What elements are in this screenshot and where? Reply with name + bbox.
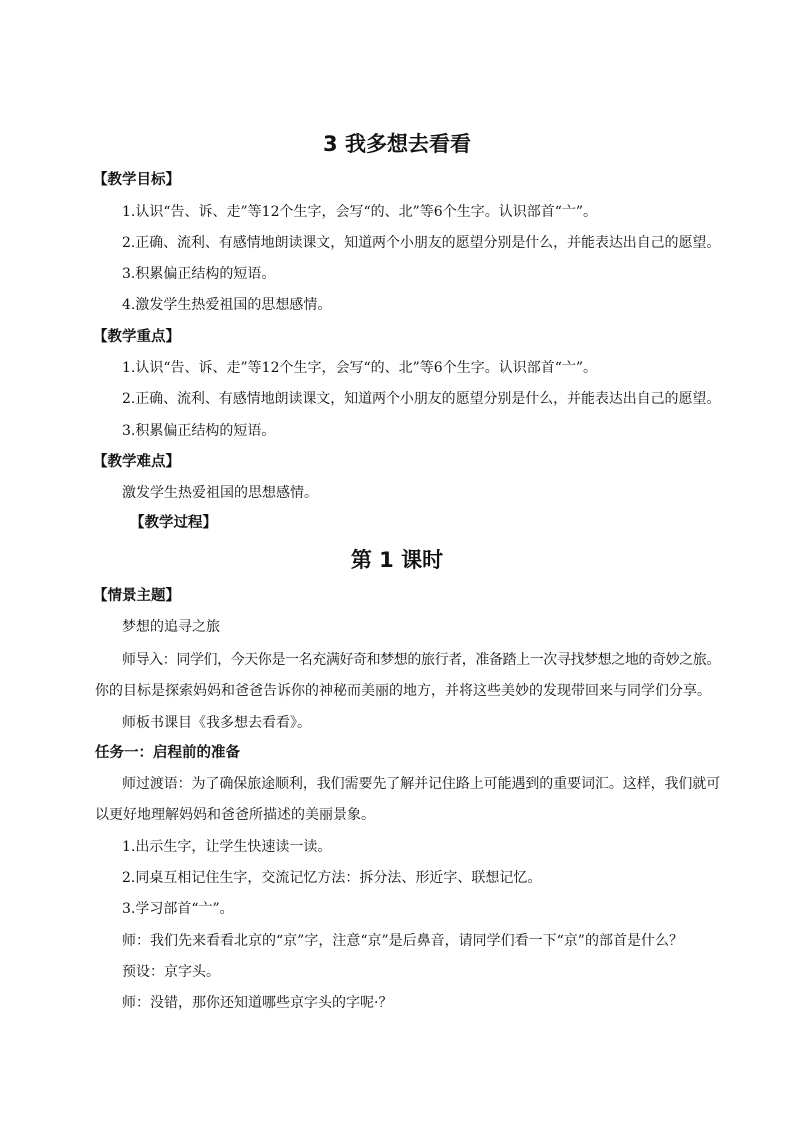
objective-item: 3.积累偏正结构的短语。 xyxy=(122,266,276,282)
objective-item: 4.激发学生热爱祖国的思想感情。 xyxy=(122,297,332,313)
key-point-item: 3.积累偏正结构的短语。 xyxy=(122,423,276,439)
scenario-intro: 师导入：同学们，今天你是一名充满好奇和梦想的旅行者，准备踏上一次寻找梦想之地的奇妙之旅。 xyxy=(122,652,720,668)
objectives-heading: 【教学目标】 xyxy=(93,172,180,188)
task1-step: 3.学习部首“亠”。 xyxy=(122,901,234,917)
page-title: 3 我多想去看看 xyxy=(323,132,471,156)
task1-dialogue: 师：没错，那你还知道哪些京字头的字呢·？ xyxy=(122,995,393,1011)
task1-transition: 师过渡语：为了确保旅途顺利，我们需要先了解并记住路上可能遇到的重要词汇。这样，我们就可 xyxy=(122,776,721,792)
scenario-heading: 【情景主题】 xyxy=(93,588,180,604)
task1-dialogue: 师：我们先来看看北京的“京”字，注意“京”是后鼻音，请同学们看一下“京”的部首是什么？ xyxy=(122,933,683,949)
objective-item: 1.认识“告、诉、走”等12个生字，会写“的、北”等6个生字。认识部首“亠”。 xyxy=(122,204,598,220)
task1-transition-continued: 以更好地理解妈妈和爸爸所描述的美丽景象。 xyxy=(95,807,375,823)
scenario-intro-continued: 你的目标是探索妈妈和爸爸告诉你的神秘而美丽的地方，并将这些美妙的发现带回来与同学们分享。 xyxy=(95,683,711,699)
task1-step: 1.出示生字，让学生快速读一读。 xyxy=(122,839,332,855)
task1-heading: 任务一：启程前的准备 xyxy=(95,745,240,761)
objective-item: 2.正确、流利、有感情地朗读课文，知道两个小朋友的愿望分别是什么，并能表达出自己的愿望。 xyxy=(122,235,721,251)
key-points-heading: 【教学重点】 xyxy=(93,329,180,345)
lesson-title: 第 1 课时 xyxy=(350,548,444,572)
key-point-item: 1.认识“告、诉、走”等12个生字，会写“的、北”等6个生字。认识部首“亠”。 xyxy=(122,360,598,376)
task1-dialogue: 预设：京字头。 xyxy=(122,964,220,980)
difficulty-item: 激发学生热爱祖国的思想感情。 xyxy=(122,485,318,501)
key-point-item: 2.正确、流利、有感情地朗读课文，知道两个小朋友的愿望分别是什么，并能表达出自己的愿望。 xyxy=(122,391,721,407)
process-heading: 【教学过程】 xyxy=(130,515,217,531)
scenario-board: 师板书课目《我多想去看看》。 xyxy=(122,715,311,731)
difficulties-heading: 【教学难点】 xyxy=(93,454,180,470)
task1-step: 2.同桌互相记住生字，交流记忆方法：拆分法、形近字、联想记忆。 xyxy=(122,870,542,886)
scenario-theme: 梦想的追寻之旅 xyxy=(122,619,220,635)
